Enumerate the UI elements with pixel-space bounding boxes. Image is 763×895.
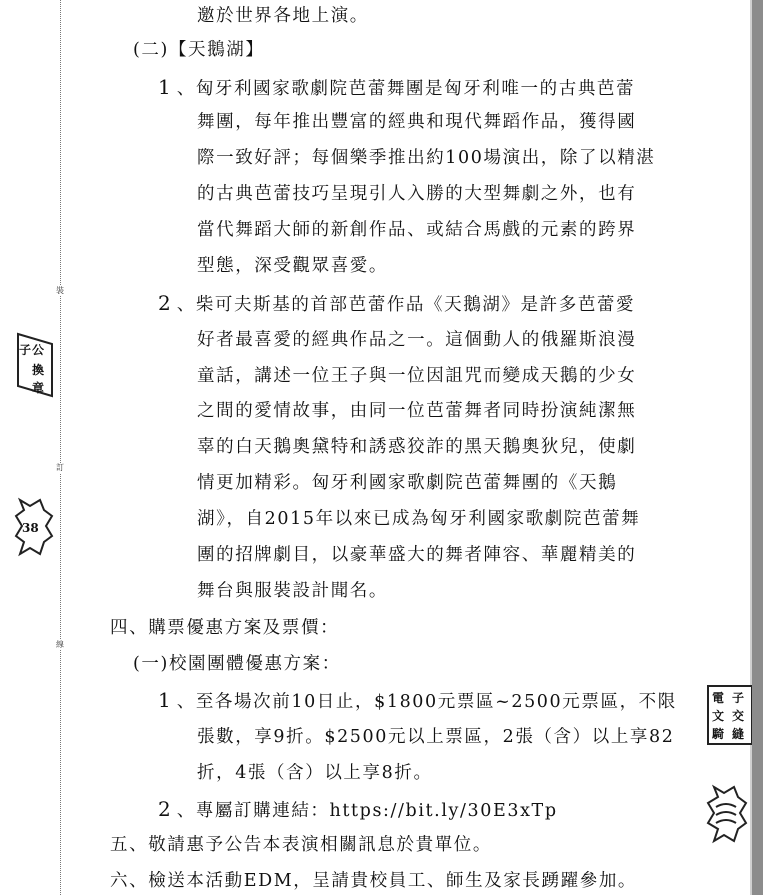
list-number: 2 — [158, 797, 171, 821]
list-item-2-line-6: 情更加精彩。匈牙利國家歌劇院芭蕾舞團的《天鵝 — [197, 473, 618, 493]
seal-stamp-right-top — [706, 684, 752, 746]
list-item-2-line-9: 舞台與服裝設計聞名。 — [197, 581, 388, 601]
binding-label-xian: 線 — [56, 640, 64, 649]
seal-char-1: 公 — [32, 343, 45, 357]
seal-char-2: 子 — [732, 691, 745, 705]
seal-char-3: 文 — [712, 709, 725, 723]
list-number: 1 — [158, 688, 171, 712]
list-item-2-line-5: 辜的白天鵝奧黛特和誘惑狡詐的黑天鵝奧狄兒，使劇 — [197, 437, 637, 457]
list-item-3-line-2: 張數，享9折。$2500元以上票區，2張（含）以上享82 — [197, 727, 675, 747]
seal-char-4: 章 — [32, 381, 45, 395]
list-item-1-line-1: 1 、匈牙利國家歌劇院芭蕾舞團是匈牙利唯一的古典芭蕾 — [158, 75, 636, 99]
list-item-2-line-4: 之間的愛情故事，由同一位芭蕾舞者同時扮演純潔無 — [197, 401, 637, 421]
seal-char-3: 換 — [32, 363, 45, 377]
list-item-1-line-4: 的古典芭蕾技巧呈現引人入勝的大型舞劇之外，也有 — [197, 184, 637, 204]
list-item-1-line-3: 際一致好評；每個樂季推出約100場演出，除了以精湛 — [197, 148, 656, 168]
seal-stamp-left-top — [14, 330, 56, 400]
subsection-school-group-offer: (一)校園團體優惠方案： — [133, 654, 341, 674]
seal-char-6: 縫 — [732, 727, 745, 741]
list-item-1-line-2: 舞團，每年推出豐富的經典和現代舞蹈作品，獲得國 — [197, 112, 637, 132]
seal-stamp-right-bottom — [706, 783, 748, 845]
list-item-2-line-2: 好者最喜愛的經典作品之一。這個動人的俄羅斯浪漫 — [197, 330, 637, 350]
section-5-heading: 五、敬請惠予公告本表演相關訊息於貴單位。 — [110, 835, 492, 855]
list-item-4-order-link[interactable]: 2 、專屬訂購連結：https://bit.ly/30E3xTp — [158, 797, 558, 821]
seal-char-2: 子 — [19, 343, 32, 357]
list-item-1-line-5: 當代舞蹈大師的新創作品、或結合馬戲的元素的跨界 — [197, 220, 637, 240]
seal-stamp-left-middle — [14, 496, 54, 558]
seal-char-4: 交 — [732, 709, 745, 723]
list-number: 1 — [158, 75, 171, 99]
list-item-3-line-1: 1 、至各場次前10日止，$1800元票區~2500元票區，不限 — [158, 688, 677, 712]
binding-label-zhuang: 裝 — [56, 286, 64, 295]
subsection-swan-lake: (二)【天鵝湖】 — [133, 40, 265, 60]
seal-char-5: 騎 — [712, 727, 725, 741]
list-number: 2 — [158, 291, 171, 315]
seal-char-1: 電 — [712, 691, 725, 705]
binding-label-ding: 訂 — [56, 463, 64, 472]
list-item-2-line-3: 童話，講述一位王子與一位因詛咒而變成天鵝的少女 — [197, 366, 637, 386]
section-4-heading: 四、購票優惠方案及票價： — [110, 618, 340, 638]
list-item-2-line-8: 團的招牌劇目，以豪華盛大的舞者陣容、華麗精美的 — [197, 545, 637, 565]
list-item-3-line-3: 折，4張（含）以上享8折。 — [197, 763, 433, 783]
text-line-intro-end: 邀於世界各地上演。 — [197, 6, 369, 26]
seal-number: 38 — [22, 521, 39, 535]
list-item-2-line-1: 2 、柴可夫斯基的首部芭蕾作品《天鵝湖》是許多芭蕾愛 — [158, 291, 636, 315]
binding-line — [60, 0, 61, 895]
section-6-heading: 六、檢送本活動EDM，呈請貴校員工、師生及家長踴躍參加。 — [110, 871, 638, 891]
list-item-1-line-6: 型態，深受觀眾喜愛。 — [197, 256, 388, 276]
list-item-2-line-7: 湖》，自2015年以來已成為匈牙利國家歌劇院芭蕾舞 — [197, 509, 641, 529]
page-edge — [752, 0, 763, 895]
